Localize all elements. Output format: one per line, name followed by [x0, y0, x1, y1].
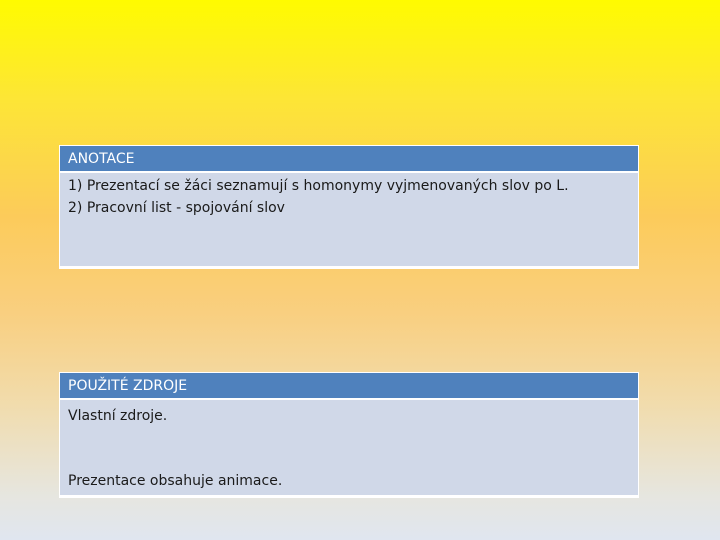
sources-line: Prezentace obsahuje animace.	[68, 473, 283, 489]
sources-content	[60, 400, 638, 495]
annotation-line: 2) Pracovní list - spojování slov	[68, 200, 285, 216]
sources-title: POUŽITÉ ZDROJE	[60, 373, 638, 400]
annotation-panel	[59, 145, 639, 269]
sources-line: Vlastní zdroje.	[68, 408, 168, 424]
sources-panel	[59, 372, 639, 498]
annotation-title: ANOTACE	[60, 146, 638, 173]
annotation-line: 1) Prezentací se žáci seznamují s homonymy vyjmenovaných slov po L.	[68, 178, 569, 194]
annotation-content	[60, 173, 638, 266]
